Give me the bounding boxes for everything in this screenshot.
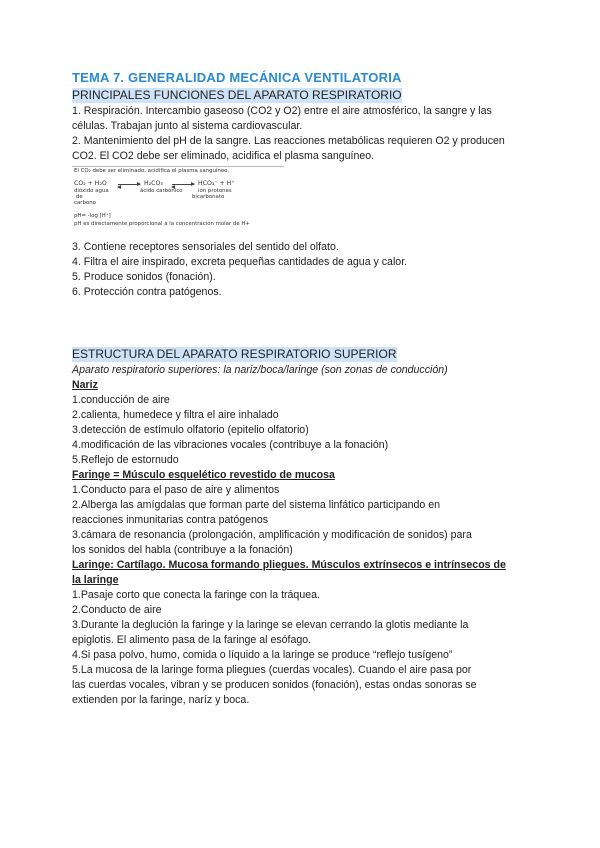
paragraph-line: 6. Protección contra patógenos. xyxy=(72,286,222,298)
section-heading-structure: ESTRUCTURA DEL APARATO RESPIRATORIO SUPERIOR xyxy=(72,347,397,361)
list-item: 1.Conducto para el paso de aire y alimentos xyxy=(72,484,280,496)
paragraph-line: 5. Produce sonidos (fonación). xyxy=(72,271,216,283)
laringe-heading: Laringe: Cartílago. Mucosa formando pliegues. Músculos extrínsecos e intrínsecos de xyxy=(72,559,506,571)
laringe-heading-cont: la laringe xyxy=(72,574,119,586)
page-title: TEMA 7. GENERALIDAD MECÁNICA VENTILATORIA xyxy=(72,70,402,85)
label-reactants: dióxido agua xyxy=(74,188,109,194)
spacer xyxy=(72,300,532,345)
list-item: reacciones inmunitarias contra patógenos xyxy=(72,514,269,526)
list-item: 3.Durante la deglución la faringe y la laringe se elevan cerrando la glotis mediante la xyxy=(72,619,469,631)
list-item: 2.calienta, humedece y filtra el aire inhalado xyxy=(72,409,279,421)
paragraph-line: 1. Respiración. Intercambio gaseoso (CO2 y O2) entre el aire atmosférico, la sangre y las xyxy=(72,105,492,117)
nariz-heading: Nariz xyxy=(72,379,98,391)
list-item: 4.modificación de las vibraciones vocales (contribuye a la fonación) xyxy=(72,439,389,451)
list-item: 2.Alberga las amígdalas que forman parte del sistema linfático participando en xyxy=(72,499,441,511)
list-item: 2.Conducto de aire xyxy=(72,604,162,616)
reversible-arrow-icon xyxy=(172,184,194,185)
paragraph-line: CO2. El CO2 debe ser eliminado, acidifica el plasma sanguíneo. xyxy=(72,150,375,162)
list-item: epiglotis. El alimento pasa de la faringe al esófago. xyxy=(72,634,312,646)
paragraph-line: 2. Mantenimiento del pH de la sangre. Las reacciones metabólicas requieren O2 y producen xyxy=(72,135,505,147)
section-intro: Aparato respiratorio superiores: la nariz/boca/laringe (son zonas de conducción) xyxy=(72,364,448,376)
figure-border xyxy=(72,166,284,167)
list-item: 5.La mucosa de la laringe forma pliegues (cuerdas vocales). Cuando el aire pasa por xyxy=(72,664,472,676)
section-heading-functions: PRINCIPALES FUNCIONES DEL APARATO RESPIRATORIO xyxy=(72,88,402,102)
label-reactants-2: de xyxy=(76,194,83,200)
label-reactants-3: carbono xyxy=(74,200,96,206)
equation-reactants: CO₂ + H₂O xyxy=(74,180,107,187)
list-item: los sonidos del habla (contribuye a la fonación) xyxy=(72,544,293,556)
faringe-heading: Faringe = Músculo esquelético revestido de mucosa xyxy=(72,469,335,481)
label-products-2: bicarbonato xyxy=(192,194,225,200)
list-item: extienden por la faringe, naríz y boca. xyxy=(72,694,250,706)
list-item: 1.conducción de aire xyxy=(72,394,170,406)
paragraph-line: 4. Filtra el aire inspirado, excreta pequeñas cantidades de agua y calor. xyxy=(72,256,408,268)
reversible-arrow-icon xyxy=(118,184,140,185)
ph-definition: pH= -log [H⁺] xyxy=(74,213,111,219)
list-item: 1.Pasaje corto que conecta la faringe con la tráquea. xyxy=(72,589,320,601)
figure-caption: El CO₂ debe ser eliminado, acidifica el plasma sanguíneo. xyxy=(74,168,230,174)
list-item: 5.Reflejo de estornudo xyxy=(72,454,179,466)
label-products: ion protones xyxy=(198,188,232,194)
co2-equation-figure xyxy=(72,166,284,236)
list-item: 4.Si pasa polvo, humo, comida o líquido a la laringe se produce “reflejo tusígeno” xyxy=(72,649,453,661)
list-item: las cuerdas vocales, vibran y se producen sonidos (fonación), estas ondas sonoras se xyxy=(72,679,477,691)
label-intermediate: ácido carbónico xyxy=(140,188,183,194)
equation-products: HCO₃⁻ + H⁺ xyxy=(198,180,235,187)
paragraph-line: 3. Contiene receptores sensoriales del sentido del olfato. xyxy=(72,241,339,253)
document-page xyxy=(72,70,532,708)
list-item: 3.cámara de resonancia (prolongación, amplificación y modificación de sonidos) para xyxy=(72,529,472,541)
list-item: 3.detección de estímulo olfatorio (epitelio olfatorio) xyxy=(72,424,309,436)
equation-intermediate: H₂CO₃ xyxy=(144,180,163,187)
paragraph-line: células. Trabajan junto al sistema cardiovascular. xyxy=(72,120,303,132)
ph-note: pH es directamente proporcional a la concentración molar de H+ xyxy=(74,221,250,227)
